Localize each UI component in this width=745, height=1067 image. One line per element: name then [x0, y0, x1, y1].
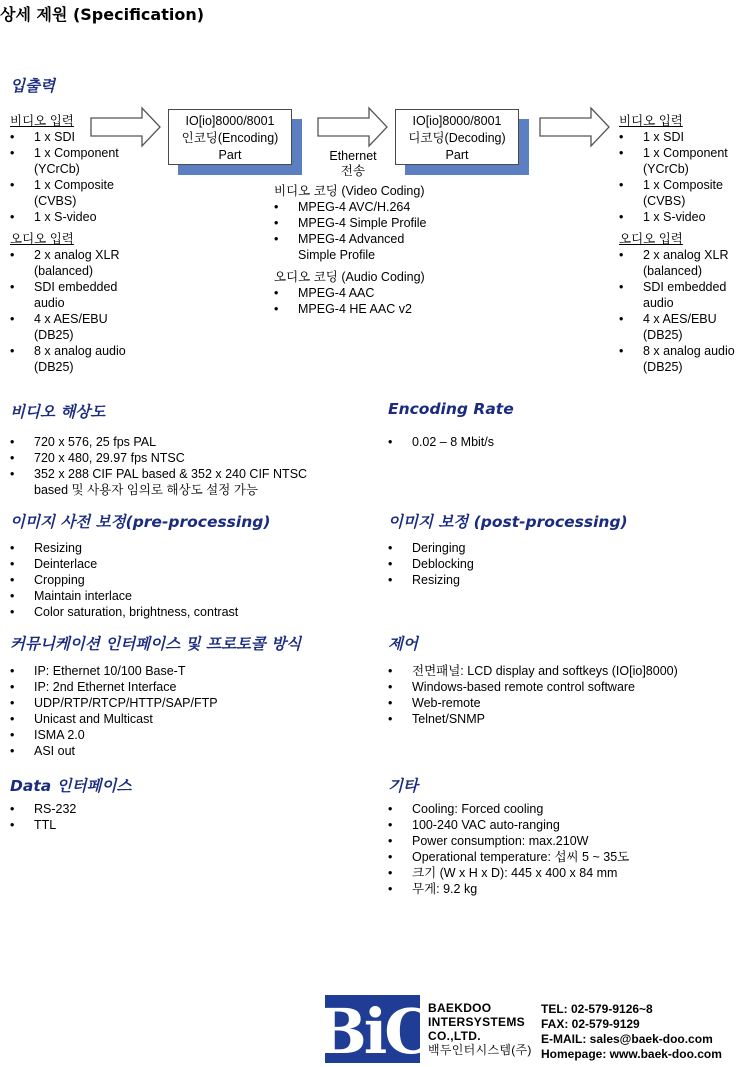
ethernet-label-line2: 전송: [340, 164, 366, 178]
pre-processing-list: [10, 540, 350, 620]
data-interface-title: Data 인터페이스: [10, 777, 132, 795]
logo-text: BiC: [314, 995, 431, 1067]
decoder-function: 디코딩(Decoding): [408, 131, 506, 145]
input-audio-title: 오디오 입력: [10, 232, 74, 246]
communication-title: 커뮤니케이션 인터페이스 및 프로토콜 방식: [10, 635, 302, 653]
list-item: • 무게: 9.2 kg: [388, 881, 738, 897]
list-item: • Web-remote: [388, 695, 738, 711]
list-item: • MPEG-4 AAC: [274, 285, 474, 301]
contact-info: [541, 1002, 743, 1062]
video-coding-list: [274, 199, 474, 263]
list-item: • 1 x S-video: [619, 209, 743, 225]
decoder-model: IO[io]8000/8001: [412, 114, 502, 128]
company-line: BAEKDOO: [428, 1001, 492, 1015]
etc-list: [388, 801, 738, 897]
list-item: • Maintain interlace: [10, 588, 350, 604]
list-item: • 1 x Component (YCrCb): [10, 145, 150, 177]
encoder-box: [168, 109, 292, 165]
audio-coding-title: 오디오 코딩 (Audio Coding): [274, 270, 425, 284]
list-item: • TTL: [10, 817, 310, 833]
bic-logo-icon: [314, 995, 431, 1067]
list-item: • Telnet/SNMP: [388, 711, 738, 727]
list-item: • MPEG-4 AVC/H.264: [274, 199, 474, 215]
list-item: • SDI embedded audio: [10, 279, 150, 311]
contact-homepage[interactable]: Homepage: www.baek-doo.com: [541, 1047, 722, 1061]
decoder-part: Part: [445, 148, 469, 162]
video-resolution-title: 비디오 해상도: [10, 403, 106, 421]
list-item: • Deringing: [388, 540, 728, 556]
codec-info: [274, 181, 474, 317]
list-item: • UDP/RTP/RTCP/HTTP/SAP/FTP: [10, 695, 350, 711]
list-item: • 1 x Composite (CVBS): [10, 177, 150, 209]
decoder-box: [395, 109, 519, 165]
list-item: • 4 x AES/EBU (DB25): [619, 311, 743, 343]
list-item: • Windows-based remote control software: [388, 679, 738, 695]
control-list: [388, 663, 738, 727]
list-item: • 4 x AES/EBU (DB25): [10, 311, 150, 343]
list-item: • Operational temperature: 섭씨 5 ~ 35도: [388, 849, 738, 865]
list-item: • IP: 2nd Ethernet Interface: [10, 679, 350, 695]
list-item: • Power consumption: max.210W: [388, 833, 738, 849]
list-item: • Resizing: [10, 540, 350, 556]
video-resolution-list: [10, 434, 340, 498]
list-item: • MPEG-4 Advanced Simple Profile: [274, 231, 474, 263]
list-item: • IP: Ethernet 10/100 Base-T: [10, 663, 350, 679]
list-item: • 8 x analog audio (DB25): [10, 343, 150, 375]
etc-title: 기타: [388, 777, 418, 795]
list-item: • SDI embedded audio: [619, 279, 743, 311]
list-item: • Cooling: Forced cooling: [388, 801, 738, 817]
list-item: • Color saturation, brightness, contrast: [10, 604, 350, 620]
page-title: 상세 제원 (Specification): [0, 5, 205, 24]
company-line-korean: 백두인터시스템(주): [428, 1043, 532, 1057]
list-item: • 100-240 VAC auto-ranging: [388, 817, 738, 833]
encoder-part: Part: [218, 148, 242, 162]
contact-fax: FAX: 02-579-9129: [541, 1017, 640, 1031]
list-item: • Deblocking: [388, 556, 728, 572]
video-coding-title: 비디오 코딩 (Video Coding): [274, 184, 425, 198]
list-item: • RS-232: [10, 801, 310, 817]
input-column: [10, 111, 150, 375]
output-video-title: 비디오 입력: [619, 114, 683, 128]
post-processing-list: [388, 540, 728, 588]
encoder-model: IO[io]8000/8001: [185, 114, 275, 128]
list-item: • 2 x analog XLR (balanced): [10, 247, 150, 279]
ethernet-label: [318, 149, 388, 179]
input-video-title: 비디오 입력: [10, 114, 74, 128]
encoding-rate-list: [388, 434, 718, 450]
io-section-title: 입출력: [10, 77, 55, 95]
list-item: • 720 x 480, 29.97 fps NTSC: [10, 450, 340, 466]
company-line: INTERSYSTEMS: [428, 1015, 525, 1029]
contact-email[interactable]: E-MAIL: sales@baek-doo.com: [541, 1032, 713, 1046]
post-processing-title: 이미지 보정 (post-processing): [388, 513, 628, 531]
control-title: 제어: [388, 635, 418, 653]
output-arrow-icon: [539, 107, 611, 147]
output-column: [619, 111, 743, 375]
list-item: • 720 x 576, 25 fps PAL: [10, 434, 340, 450]
list-item: • 1 x SDI: [10, 129, 150, 145]
list-item: • 1 x S-video: [10, 209, 150, 225]
list-item: • 352 x 288 CIF PAL based & 352 x 240 CIF NTSC based 및 사용자 임의로 해상도 설정 가능: [10, 466, 340, 498]
list-item: • 8 x analog audio (DB25): [619, 343, 743, 375]
list-item: • 0.02 – 8 Mbit/s: [388, 434, 718, 450]
list-item: • MPEG-4 HE AAC v2: [274, 301, 474, 317]
company-logo: [314, 995, 431, 1067]
audio-coding-list: [274, 285, 474, 317]
company-line: CO.,LTD.: [428, 1029, 481, 1043]
list-item: • ISMA 2.0: [10, 727, 350, 743]
contact-tel: TEL: 02-579-9126~8: [541, 1002, 653, 1016]
list-item: • ASI out: [10, 743, 350, 759]
communication-list: [10, 663, 350, 759]
output-audio-title: 오디오 입력: [619, 232, 683, 246]
list-item: • Resizing: [388, 572, 728, 588]
list-item: • Cropping: [10, 572, 350, 588]
company-name: [428, 1001, 538, 1057]
ethernet-label-line1: Ethernet: [329, 149, 377, 163]
list-item: • 1 x Composite (CVBS): [619, 177, 743, 209]
list-item: • 크기 (W x H x D): 445 x 400 x 84 mm: [388, 865, 738, 881]
output-audio-list: [619, 247, 743, 375]
input-audio-list: [10, 247, 150, 375]
data-interface-list: [10, 801, 310, 833]
list-item: • 2 x analog XLR (balanced): [619, 247, 743, 279]
list-item: • 1 x Component (YCrCb): [619, 145, 743, 177]
list-item: • 전면패널: LCD display and softkeys (IO[io]8000): [388, 663, 738, 679]
encoding-rate-title: Encoding Rate: [388, 400, 514, 418]
list-item: • Deinterlace: [10, 556, 350, 572]
list-item: • MPEG-4 Simple Profile: [274, 215, 474, 231]
input-arrow-icon: [90, 107, 162, 147]
list-item: • 1 x SDI: [619, 129, 743, 145]
encoder-function: 인코딩(Encoding): [181, 131, 279, 145]
ethernet-arrow-icon: [317, 107, 389, 147]
list-item: • Unicast and Multicast: [10, 711, 350, 727]
pre-processing-title: 이미지 사전 보정(pre-processing): [10, 513, 271, 531]
output-video-list: [619, 129, 743, 225]
